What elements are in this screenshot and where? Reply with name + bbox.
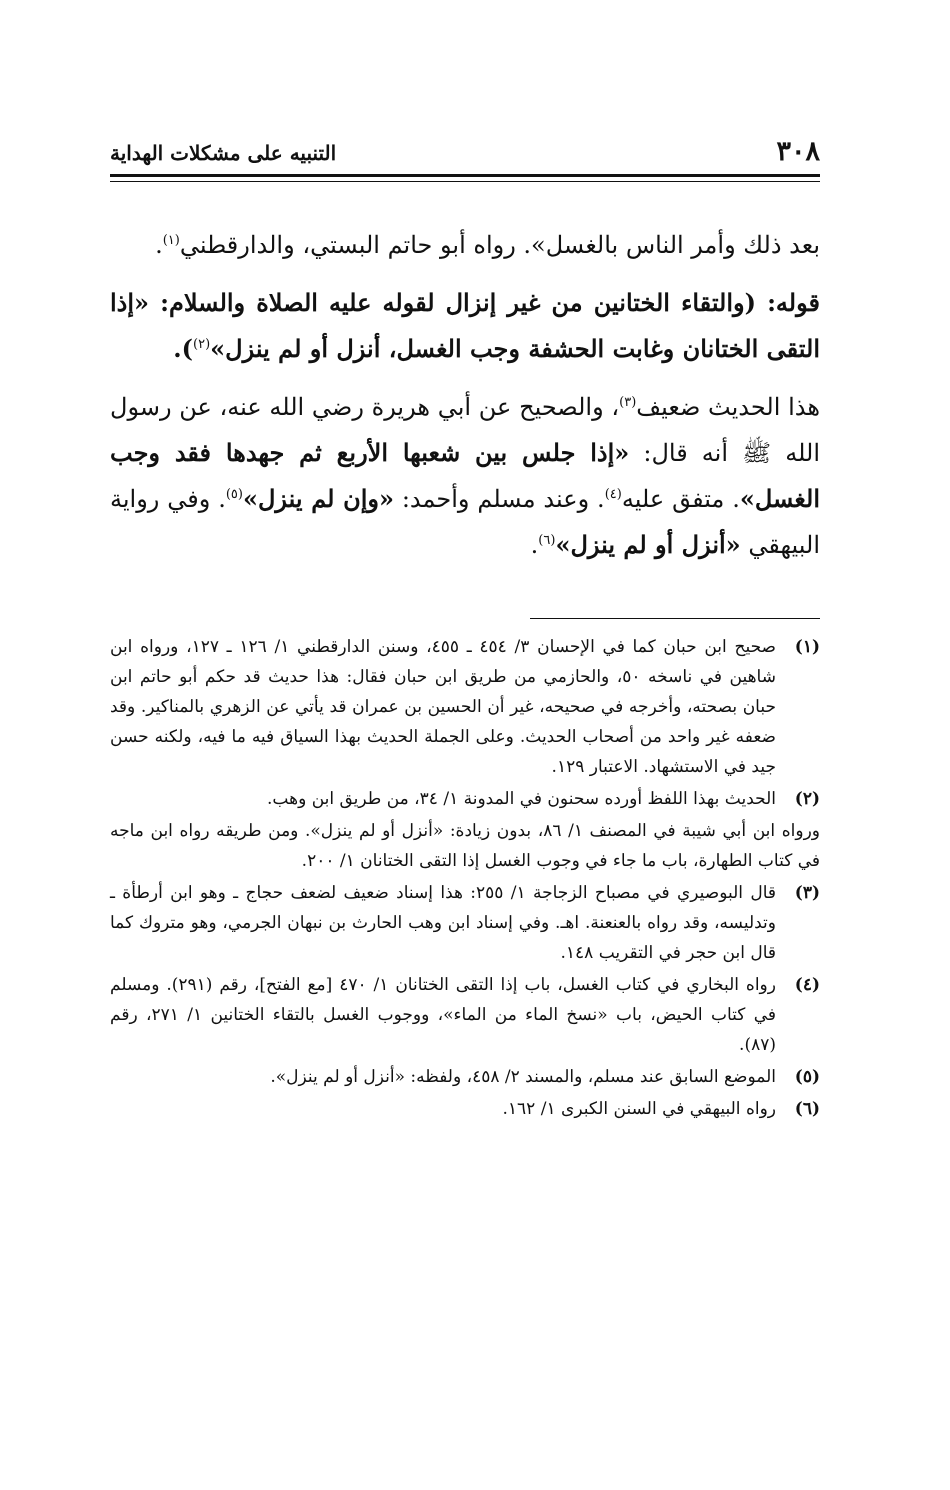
header-rule-thin <box>110 181 820 182</box>
paragraph-3-part-e: . وفي رواية البيهقي <box>110 485 820 559</box>
footnote-2-continuation: ورواه ابن أبي شيبة في المصنف ١/ ٨٦، بدون زيادة: «أنزل أو لم ينزل». ومن طريقه رواه ابن ماجه في كتاب الطهارة، باب ما جاء في وجوب الغسل إذا التقى الختانان ١/ ٢٠٠. <box>110 821 820 871</box>
paragraph-3-part-c: . متفق عليه <box>621 485 740 513</box>
page-header <box>110 128 820 168</box>
footnote-4 <box>110 970 820 1060</box>
paragraph-3 <box>110 384 820 568</box>
main-text <box>110 222 820 580</box>
paragraph-3-part-a: هذا الحديث ضعيف <box>636 393 820 421</box>
footnote-ref-6: (٦) <box>538 533 556 548</box>
paragraph-3-part-d: . وعند مسلم وأحمد: <box>393 485 605 513</box>
footnote-ref-4: (٤) <box>604 487 622 502</box>
footnote-2 <box>110 784 820 814</box>
paragraph-2-end: ). <box>173 334 193 363</box>
footnotes <box>110 632 820 1126</box>
paragraph-3-part-f: . <box>530 531 539 559</box>
hadith-quote-2: «وإن لم ينزل» <box>242 484 394 513</box>
header-rule-thick <box>110 174 820 177</box>
footnote-number: (١) <box>794 637 820 657</box>
footnote-3 <box>110 878 820 968</box>
footnote-number: (٦) <box>794 1099 820 1119</box>
footnote-number: (٥) <box>794 1067 820 1087</box>
footnote-text: رواه البيهقي في السنن الكبرى ١/ ١٦٢. <box>502 1099 776 1119</box>
footnote-5 <box>110 1062 820 1092</box>
paragraph-1 <box>110 222 820 268</box>
footnote-text: رواه البخاري في كتاب الغسل، باب إذا التقى الختانان ١/ ٤٧٠ [مع الفتح]، رقم (٢٩١). ومسلم في كتاب الحيض، باب «نسخ الماء من الماء»، ووجوب الغسل بالتقاء الختانين ١/ ٢٧١، رقم (٨٧). <box>110 975 776 1055</box>
footnote-ref-1: (١) <box>162 233 180 248</box>
footnote-number: (٢) <box>794 789 820 809</box>
footnote-text: الحديث بهذا اللفظ أورده سحنون في المدونة ١/ ٣٤، من طريق ابن وهب. <box>267 789 776 809</box>
page-number: ٣٠٨ <box>776 136 820 167</box>
footnote-ref-5: (٥) <box>225 487 243 502</box>
hadith-quote-1: «إذا جلس بين شعبها الأربع ثم جهدها فقد وجب الغسل» <box>110 438 820 513</box>
footnote-separator <box>530 618 820 619</box>
paragraph-1-end: . <box>155 231 163 259</box>
footnote-number: (٤) <box>794 975 820 995</box>
paragraph-2-text: قوله: (والتقاء الختانين من غير إنزال لقوله عليه الصلاة والسلام: «إذا التقى الختانان وغابت الحشفة وجب الغسل، أنزل أو لم ينزل» <box>110 288 820 363</box>
running-title: التنبيه على مشكلات الهداية <box>110 141 337 165</box>
paragraph-1-text: بعد ذلك وأمر الناس بالغسل». رواه أبو حاتم البستي، والدارقطني <box>179 231 820 259</box>
footnote-6 <box>110 1094 820 1124</box>
paragraph-2 <box>110 280 820 372</box>
footnote-1 <box>110 632 820 782</box>
footnote-text: الموضع السابق عند مسلم، والمسند ٢/ ٤٥٨، ولفظه: «أنزل أو لم ينزل». <box>270 1067 776 1087</box>
footnote-ref-3: (٣) <box>619 395 637 410</box>
footnote-ref-2: (٢) <box>193 337 211 352</box>
hadith-quote-3: «أنزل أو لم ينزل» <box>555 530 741 559</box>
paragraph-3-part-b: ، والصحيح عن أبي هريرة رضي الله عنه، عن رسول الله ﷺ أنه قال: <box>110 393 820 467</box>
footnote-text: قال البوصيري في مصباح الزجاجة ١/ ٢٥٥: هذا إسناد ضعيف لضعف حجاج ـ وهو ابن أرطأة ـ وتدليسه، وقد رواه بالعنعنة. اهـ. وفي إسناد ابن وهب الحارث بن نبهان الجرمي، وهو متروك كما قال ابن حجر في التقريب ١٤٨. <box>110 883 776 963</box>
footnote-text: صحيح ابن حبان كما في الإحسان ٣/ ٤٥٤ ـ ٤٥٥، وسنن الدارقطني ١/ ١٢٦ ـ ١٢٧، ورواه ابن شاهين في ناسخه ٥٠، والحازمي من طريق ابن حبان فقال: هذا حديث قد حكم أبو حاتم ابن حبان بصحته، وأخرجه في صحيحه، غير أن الحسين بن عمران قد يأتي عن الزهري بالمناكير. وقد ضعفه غير واحد من أصحاب الحديث. وعلى الجملة الحديث بهذا السياق فيه ما فيه، ولكنه حسن جيد في الاستشهاد. الاعتبار ١٢٩. <box>110 637 776 777</box>
footnote-number: (٣) <box>794 883 820 903</box>
